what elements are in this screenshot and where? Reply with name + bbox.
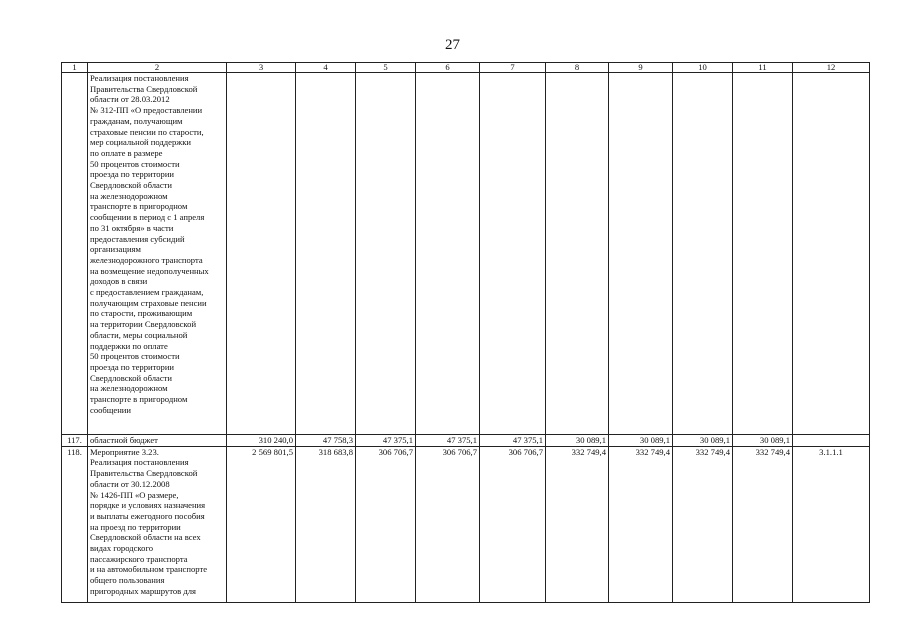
row-value: 30 089,1 [609,435,673,447]
row-number [62,73,88,435]
column-header: 3 [227,63,296,73]
column-header: 8 [546,63,609,73]
row-value: 47 758,3 [296,435,356,447]
row-description: Мероприятие 3.23. Реализация постановления Правительства Свердловской области от 30.12.2008 № 1426-ПП «О размере, порядке и условиях назначения и выплаты ежегодного пособия на проезд по территории Свердловской области на всех видах городского пассажирского транспорта и на автомобильном транспорте общего пользования пригородных маршрутов для [88,446,227,602]
row-target-code: 3.1.1.1 [793,446,870,602]
row-value: 306 706,7 [480,446,546,602]
row-value: 47 375,1 [416,435,480,447]
column-header: 1 [62,63,88,73]
row-value: 306 706,7 [416,446,480,602]
column-header: 2 [88,63,227,73]
column-header: 4 [296,63,356,73]
row-description: Реализация постановления Правительства Свердловской области от 28.03.2012 № 312-ПП «О предоставлении гражданам, получающим страховые пенсии по старости, мер социальной поддержки по оплате в размере 50 процентов стоимости проезда по территории Свердловской области на железнодорожном транспорте в пригородном сообщении в период с 1 апреля по 31 октября» в части предоставления субсидий организациям железнодорожного транспорта на возмещение недополученных доходов в связи с предоставлением гражданам, получающим страховые пенсии по старости, проживающим на территории Свердловской области, меры социальной поддержки по оплате 50 процентов стоимости проезда по территории Свердловской области на железнодорожном транспорте в пригородном сообщении [88,73,227,435]
row-target-code [793,73,870,435]
column-header: 11 [733,63,793,73]
row-value [546,73,609,435]
row-value [227,73,296,435]
row-value: 47 375,1 [480,435,546,447]
row-value: 310 240,0 [227,435,296,447]
column-header: 9 [609,63,673,73]
row-number: 118. [62,446,88,602]
row-value [673,73,733,435]
row-target-code [793,435,870,447]
row-value [296,73,356,435]
row-number: 117. [62,435,88,447]
row-value: 332 749,4 [546,446,609,602]
row-value: 332 749,4 [733,446,793,602]
row-value [480,73,546,435]
column-header: 6 [416,63,480,73]
table-row [62,435,870,447]
table-row [62,73,870,435]
row-value [416,73,480,435]
row-value [733,73,793,435]
row-value: 30 089,1 [546,435,609,447]
row-description: областной бюджет [88,435,227,447]
row-value: 47 375,1 [356,435,416,447]
column-header: 7 [480,63,546,73]
row-value: 332 749,4 [609,446,673,602]
column-header: 10 [673,63,733,73]
column-number-row [62,63,870,73]
row-value: 2 569 801,5 [227,446,296,602]
column-header: 5 [356,63,416,73]
page-number: 27 [445,37,460,53]
column-header: 12 [793,63,870,73]
row-value [356,73,416,435]
row-value: 306 706,7 [356,446,416,602]
row-value: 332 749,4 [673,446,733,602]
row-value: 30 089,1 [673,435,733,447]
row-value [609,73,673,435]
row-value: 30 089,1 [733,435,793,447]
budget-table [61,62,870,603]
table-row [62,446,870,602]
row-value: 318 683,8 [296,446,356,602]
